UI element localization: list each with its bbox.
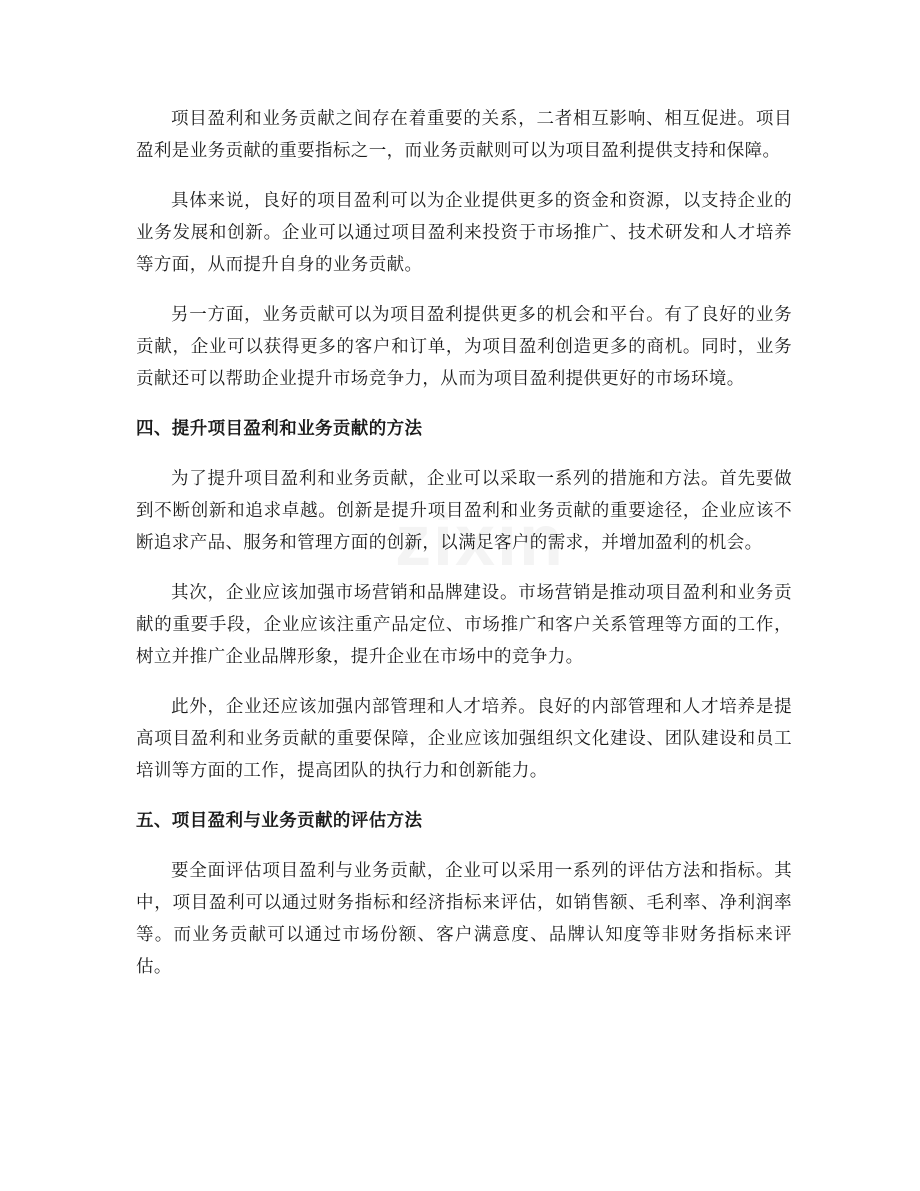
section-heading: 五、项目盈利与业务贡献的评估方法 xyxy=(136,811,423,831)
paragraph: 其次，企业应该加强市场营销和品牌建设。市场营销是推动项目盈利和业务贡献的重要手段，企业应该注重产品定位、市场推广和客户关系管理等方面的工作，树立并推广企业品牌形象，提升企业在市场中的竞争力。 xyxy=(136,583,792,667)
document-body xyxy=(136,103,792,1001)
paragraph: 为了提升项目盈利和业务贡献，企业可以采取一系列的措施和方法。首先要做到不断创新和追求卓越。创新是提升项目盈利和业务贡献的重要途径，企业应该不断追求产品、服务和管理方面的创新，以满足客户的需求，并增加盈利的机会。 xyxy=(136,469,792,553)
watermark-logo: zixin xyxy=(394,501,566,581)
paragraph: 此外，企业还应该加强内部管理和人才培养。良好的内部管理和人才培养是提高项目盈利和业务贡献的重要保障，企业应该加强组织文化建设、团队建设和员工培训等方面的工作，提高团队的执行力和创新能力。 xyxy=(136,697,792,781)
paragraph: 具体来说，良好的项目盈利可以为企业提供更多的资金和资源，以支持企业的业务发展和创新。企业可以通过项目盈利来投资于市场推广、技术研发和人才培养等方面，从而提升自身的业务贡献。 xyxy=(136,191,792,275)
section-heading: 四、提升项目盈利和业务贡献的方法 xyxy=(136,419,423,439)
paragraph: 另一方面，业务贡献可以为项目盈利提供更多的机会和平台。有了良好的业务贡献，企业可以获得更多的客户和订单，为项目盈利创造更多的商机。同时，业务贡献还可以帮助企业提升市场竞争力，从而为项目盈利提供更好的市场环境。 xyxy=(136,305,792,389)
paragraph: 项目盈利和业务贡献之间存在着重要的关系，二者相互影响、相互促进。项目盈利是业务贡献的重要指标之一，而业务贡献则可以为项目盈利提供支持和保障。 xyxy=(136,109,792,161)
paragraph: 要全面评估项目盈利与业务贡献，企业可以采用一系列的评估方法和指标。其中，项目盈利可以通过财务指标和经济指标来评估，如销售额、毛利率、净利润率等。而业务贡献可以通过市场份额、客户满意度、品牌认知度等非财务指标来评估。 xyxy=(136,861,792,977)
